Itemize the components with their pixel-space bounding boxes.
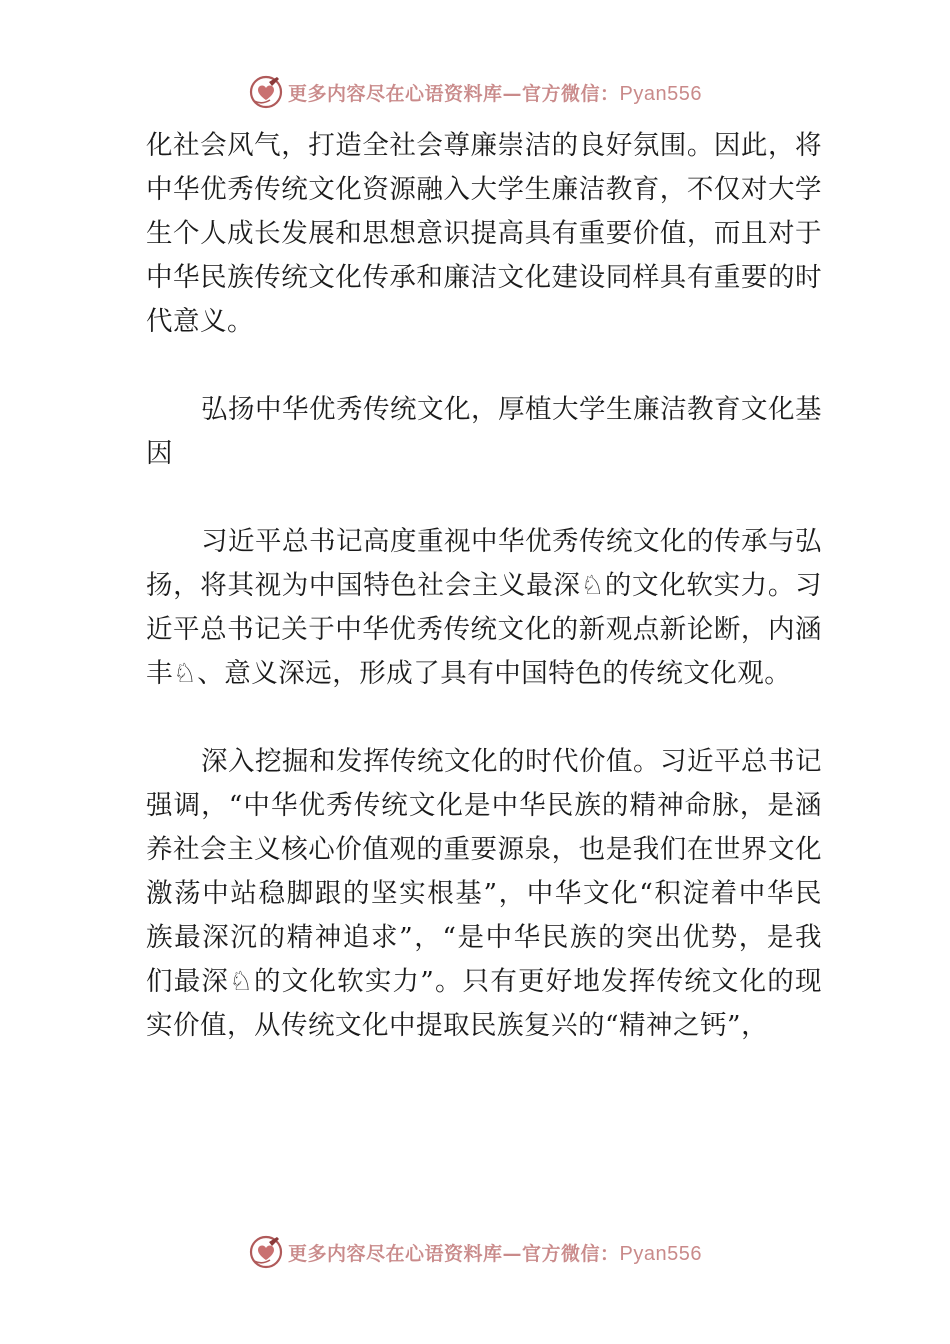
paragraph-1: 化社会风气，打造全社会尊廉崇洁的良好氛围。因此，将中华优秀传统文化资源融入大学生廉洁教育，不仅对大学生个人成长发展和思想意识提高具有重要价值，而且对于中华民族传统文化传承和廉洁文化建设同样具有重要的时代意义。 bbox=[146, 130, 822, 337]
heart-pen-logo-icon bbox=[248, 1234, 284, 1270]
section-heading: 弘扬中华优秀传统文化，厚植大学生廉洁教育文化基因 bbox=[146, 394, 822, 469]
watermark-wechat-id: Pyan556 bbox=[619, 82, 702, 105]
paragraph-3: 深入挖掘和发挥传统文化的时代价值。习近平总书记强调，“中华优秀传统文化是中华民族的精神命脉，是涵养社会主义核心价值观的重要源泉，也是我们在世界文化激荡中站稳脚跟的坚实根基”，中华文化“积淀着中华民族最深沉的精神追求”，“是中华民族的突出优势，是我们最深♘的文化软实力”。只有更好地发挥传统文化的现实价值，从传统文化中提取民族复兴的“精神之钙”， bbox=[146, 746, 822, 1041]
paragraph-gap bbox=[146, 696, 822, 740]
watermark-label: 更多内容尽在心语资料库—官方微信： bbox=[288, 1242, 620, 1265]
watermark-wechat-id: Pyan556 bbox=[619, 1242, 702, 1265]
header-watermark bbox=[0, 72, 950, 112]
paragraph-gap bbox=[146, 476, 822, 520]
paragraph-gap bbox=[146, 344, 822, 388]
watermark-label: 更多内容尽在心语资料库—官方微信： bbox=[288, 82, 620, 105]
watermark-text bbox=[288, 79, 702, 106]
heart-pen-logo-icon bbox=[248, 74, 284, 110]
watermark-text bbox=[288, 1239, 702, 1266]
footer-watermark bbox=[0, 1232, 950, 1272]
paragraph-2: 习近平总书记高度重视中华优秀传统文化的传承与弘扬，将其视为中国特色社会主义最深♘的文化软实力。习近平总书记关于中华优秀传统文化的新观点新论断，内涵丰♘、意义深远，形成了具有中国特色的传统文化观。 bbox=[146, 526, 822, 689]
document-body bbox=[146, 124, 822, 1048]
